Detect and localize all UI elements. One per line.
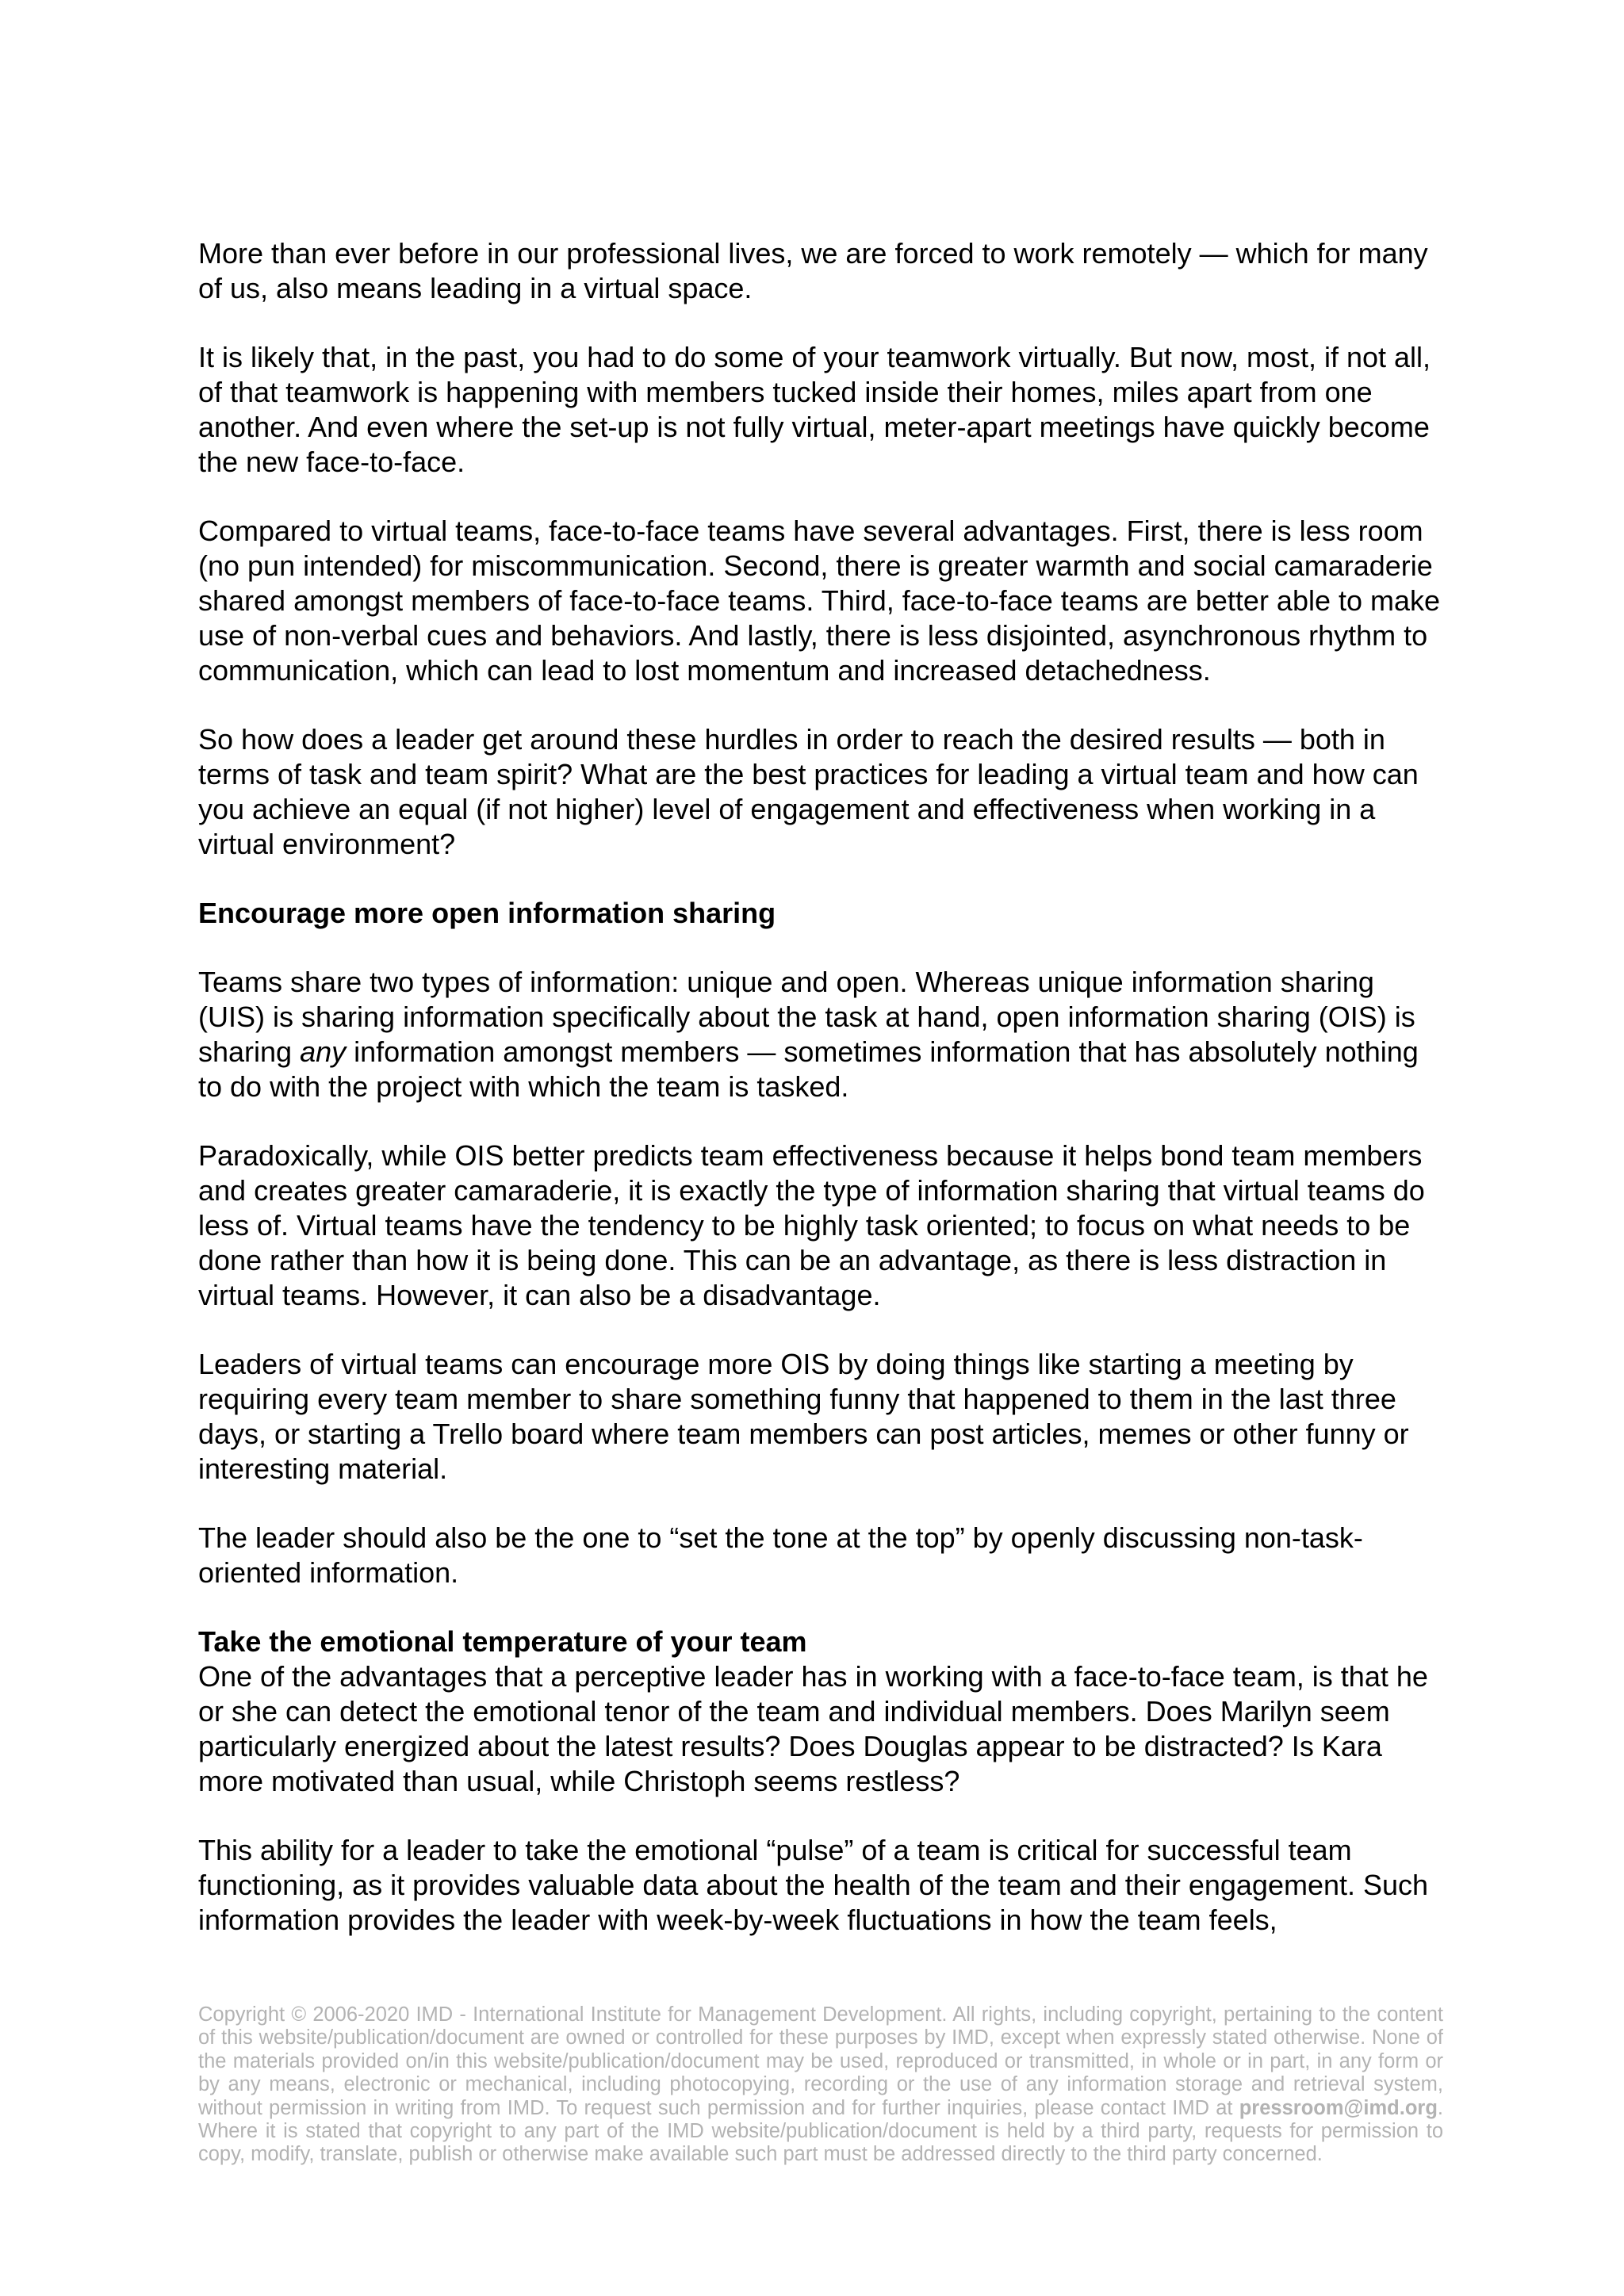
paragraph-intro: More than ever before in our professional lives, we are forced to work remotely — which for many of us, also means leading in a virtual space. (198, 237, 1428, 304)
article-body (198, 236, 1443, 1938)
copyright-text-start: Copyright © 2006-2020 IMD - International Institute for Management Development. All rights, including copyright, pertaining to the content of this website/publication/document are owned or controlled for these purposes by IMD, except when expressly stated otherwise. None of the materials provided on/in this website/publication/document may be used, reproduced or transmitted, in whole or in part, in any form or by any means, electronic or mechanical, including photocopying, recording or the use of any information storage and retrieval system, without permission in writing from IMD. To request such permission and for further inquiries, please contact IMD at (198, 2003, 1443, 2119)
paragraph-information-types (198, 965, 1443, 1104)
contact-email: pressroom@imd.org (1239, 2096, 1438, 2119)
paragraph-emotional-pulse: This ability for a leader to take the emotional “pulse” of a team is critical for successful team functioning, as it provides valuable data about the health of the team and their engagement. Such information provides the leader with week-by-week fluctuations in how the team feels, (198, 1834, 1429, 1936)
paragraph-encourage-ois: Leaders of virtual teams can encourage more OIS by doing things like starting a meeting by requiring every team member to share something funny that happened to them in the last three days, or starting a Trello board where team members can post articles, memes or other funny or interesting material. (198, 1348, 1409, 1485)
paragraph-set-the-tone: The leader should also be the one to “set the tone at the top” by openly discussing non-task-oriented information. (198, 1521, 1363, 1589)
heading-open-information-sharing: Encourage more open information sharing (198, 897, 776, 929)
paragraph-ois-paradox: Paradoxically, while OIS better predicts team effectiveness because it helps bond team members and creates greater camaraderie, it is exactly the type of information sharing that virtual teams do less of. Virtual teams have the tendency to be highly task oriented; to focus on what needs to be done rather than how it is being done. This can be an advantage, as there is less distraction in virtual teams. However, it can also be a disadvantage. (198, 1139, 1425, 1311)
heading-emotional-temperature: Take the emotional temperature of your team (198, 1625, 807, 1658)
emphasis-any: any (300, 1035, 347, 1068)
paragraph-remote-teamwork: It is likely that, in the past, you had to do some of your teamwork virtually. But now, most, if not all, of that teamwork is happening with members tucked inside their homes, miles apart from one another. And even where the set-up is not fully virtual, meter-apart meetings have quickly become the new face-to-face. (198, 341, 1431, 478)
paragraph-perceptive-leader: One of the advantages that a perceptive leader has in working with a face-to-face team, is that he or she can detect the emotional tenor of the team and individual members. Does Marilyn seem particularly energized about the latest results? Does Douglas appear to be distracted? Is Kara more motivated than usual, while Christoph seems restless? (198, 1660, 1428, 1797)
paragraph-information-types-end: information amongst members — sometimes information that has absolutely nothing to do with the project with which the team is tasked. (198, 1035, 1419, 1103)
copyright-text-end: . Where it is stated that copyright to any part of the IMD website/publication/document is held by a third party, requests for permission to copy, modify, translate, publish or otherwise make available such part must be addressed directly to the third party concerned. (198, 2096, 1443, 2166)
paragraph-information-types-start: Teams share two types of information: unique and open. Whereas unique information sharing (UIS) is sharing information specifically about the task at hand, open information sharing (OIS) is sharing (198, 966, 1415, 1068)
paragraph-leader-questions: So how does a leader get around these hurdles in order to reach the desired results — both in terms of task and team spirit? What are the best practices for leading a virtual team and how can you achieve an equal (if not higher) level of engagement and effectiveness when working in a virtual environment? (198, 723, 1419, 860)
paragraph-face-to-face-advantages: Compared to virtual teams, face-to-face teams have several advantages. First, there is less room (no pun intended) for miscommunication. Second, there is greater warmth and social camaraderie shared amongst members of face-to-face teams. Third, face-to-face teams are better able to make use of non-verbal cues and behaviors. And lastly, there is less disjointed, asynchronous rhythm to communication, which can lead to lost momentum and increased detachedness. (198, 515, 1441, 687)
copyright-footer (198, 2003, 1443, 2167)
